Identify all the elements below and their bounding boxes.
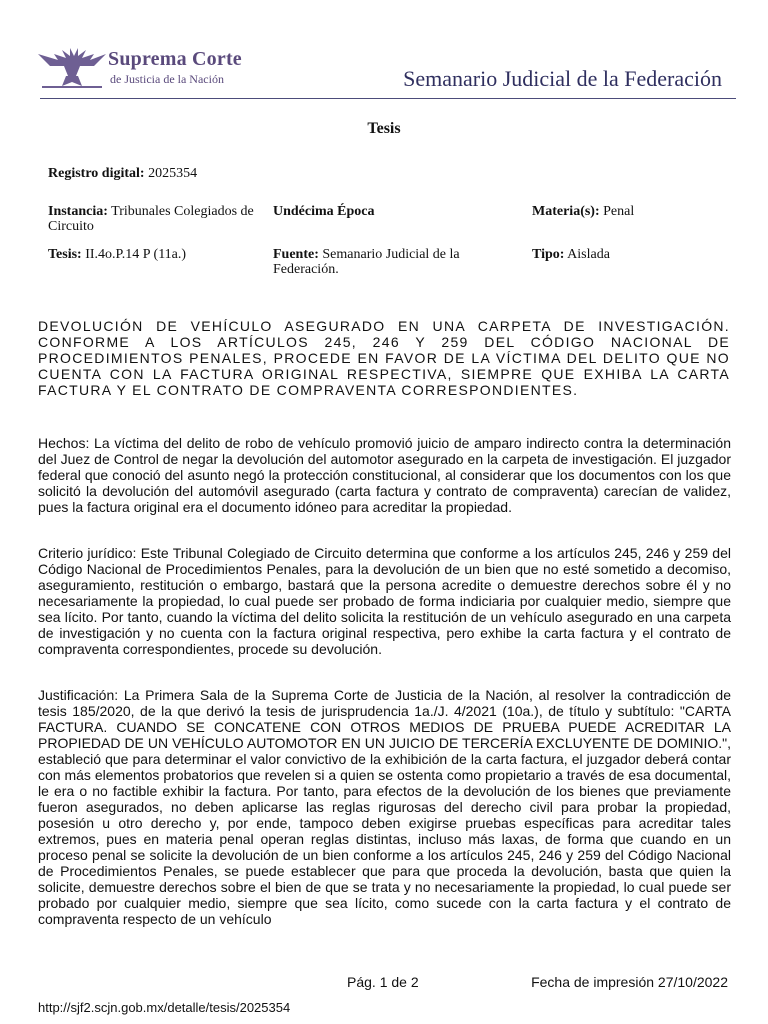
page-number: Pág. 1 de 2 xyxy=(347,974,419,990)
materia-value: Penal xyxy=(603,204,635,219)
header-title: Semanario Judicial de la Federación xyxy=(403,66,722,91)
print-date: Fecha de impresión 27/10/2022 xyxy=(531,974,728,990)
tesis-rubro: DEVOLUCIÓN DE VEHÍCULO ASEGURADO EN UNA CARPETA DE INVESTIGACIÓN. CONFORME A LOS ARTÍCULOS 245, 246 Y 259 DEL CÓDIGO NACIONAL DE PROCEDIMIENTOS PENALES, PROCEDE EN FAVOR DE LA VÍCTIMA DEL DELITO QUE NO CUENTA CON LA FACTURA ORIGINAL RESPECTIVA, SIEMPRE QUE EXHIBA LA CARTA FACTURA Y EL CONTRATO DE COMPRAVENTA CORRESPONDIENTES. xyxy=(38,318,730,398)
tesis-number xyxy=(48,247,186,262)
paragraph-justificacion: Justificación: La Primera Sala de la Suprema Corte de Justicia de la Nación, al resolver la contradicción de tesis 185/2020, de la que derivó la tesis de jurisprudencia 1a./J. 4/2021 (10a.), de título y subtítulo: "CARTA FACTURA. CUANDO SE CONCATENE CON OTROS MEDIOS DE PRUEBA PUEDE ACREDITAR LA PROPIEDAD DE UN VEHÍCULO AUTOMOTOR EN UN JUICIO DE TERCERÍA EXCLUYENTE DE DOMINIO.", estableció que para determinar el valor convictivo de la exhibición de la carta factura, el juzgador deberá contar con más elementos probatorios que revelen si a quien se ostenta como propietario a través de esa documental, le era o no factible exhibir la factura. Por tanto, para efectos de la devolución de los bienes que previamente fueron asegurados, no deben aplicarse las reglas rigurosas del derecho civil para probar la propiedad, posesión u otro derecho y, por ende, tampoco deben exigirse pruebas específicas para acreditar tales extremos, pues en materia penal operan reglas distintas, incluso más laxas, de forma que cuando en un proceso penal se solicite la devolución de un bien conforme a los artículos 245, 246 y 259 del Código Nacional de Procedimientos Penales, se puede establecer que para que proceda la devolución, basta que quien la solicite, demuestre derechos sobre el bien de que se trata y no necesariamente la propiedad, lo cual puede ser probado por cualquier medio, siempre que sea lícito, como sucede con la carta factura y el contrato de compraventa respecto de un vehículo xyxy=(38,687,731,927)
paragraph-hechos: Hechos: La víctima del delito de robo de vehículo promovió juicio de amparo indirecto contra la determinación del Juez de Control de negar la devolución del automotor asegurado en la carpeta de investigación. El juzgador federal que conoció del asunto negó la protección constitucional, al considerar que los documentos con los que solicitó la devolución del automóvil asegurado (carta factura y contrato de compraventa) carecían de validez, pues la factura original era el documento idóneo para acreditar la propiedad. xyxy=(38,435,731,515)
fuente xyxy=(273,247,503,277)
paragraph-criterio: Criterio jurídico: Este Tribunal Colegiado de Circuito determina que conforme a los artículos 245, 246 y 259 del Código Nacional de Procedimientos Penales, para la devolución de un bien que no esté sometido a decomiso, aseguramiento, restitución o embargo, bastará que la persona acredite o demuestre derechos sobre él y no necesariamente la propiedad, lo cual puede ser probado de forma indiciaria por cualquier medio, siempre que sea lícito. Por tanto, cuando la víctima del delito solicita la restitución de un vehículo asegurado en una carpeta de investigación y no cuenta con la factura original respectiva, pero exhibe la carta factura y el contrato de compraventa correspondientes, procede su devolución. xyxy=(38,545,731,657)
registro-label: Registro digital: xyxy=(48,166,145,181)
materia-label: Materia(s): xyxy=(532,204,600,219)
logo-line1: Suprema Corte xyxy=(108,48,242,70)
materia xyxy=(532,204,634,219)
scjn-logo xyxy=(36,40,266,90)
header-divider xyxy=(40,98,736,99)
tipo-value: Aislada xyxy=(567,247,610,262)
tipo-label: Tipo: xyxy=(532,247,565,262)
instancia-value: Tribunales Colegiados de Circuito xyxy=(48,204,254,234)
instancia xyxy=(48,204,268,234)
instancia-label: Instancia: xyxy=(48,204,108,219)
document-kind: Tesis xyxy=(367,120,401,137)
fuente-label: Fuente: xyxy=(273,247,319,262)
logo-line2: de Justicia de la Nación xyxy=(110,72,224,86)
registro-value: 2025354 xyxy=(148,166,198,181)
epoca-label: Undécima Época xyxy=(273,204,375,219)
eagle-emblem-icon xyxy=(36,40,108,90)
epoca xyxy=(273,204,375,219)
source-url[interactable]: http://sjf2.scjn.gob.mx/detalle/tesis/2025354 xyxy=(38,1000,291,1015)
fuente-value: Semanario Judicial de la Federación. xyxy=(273,247,460,277)
registro-digital xyxy=(48,166,197,181)
tipo xyxy=(532,247,610,262)
tesis-value: II.4o.P.14 P (11a.) xyxy=(85,247,187,262)
tesis-label: Tesis: xyxy=(48,247,82,262)
